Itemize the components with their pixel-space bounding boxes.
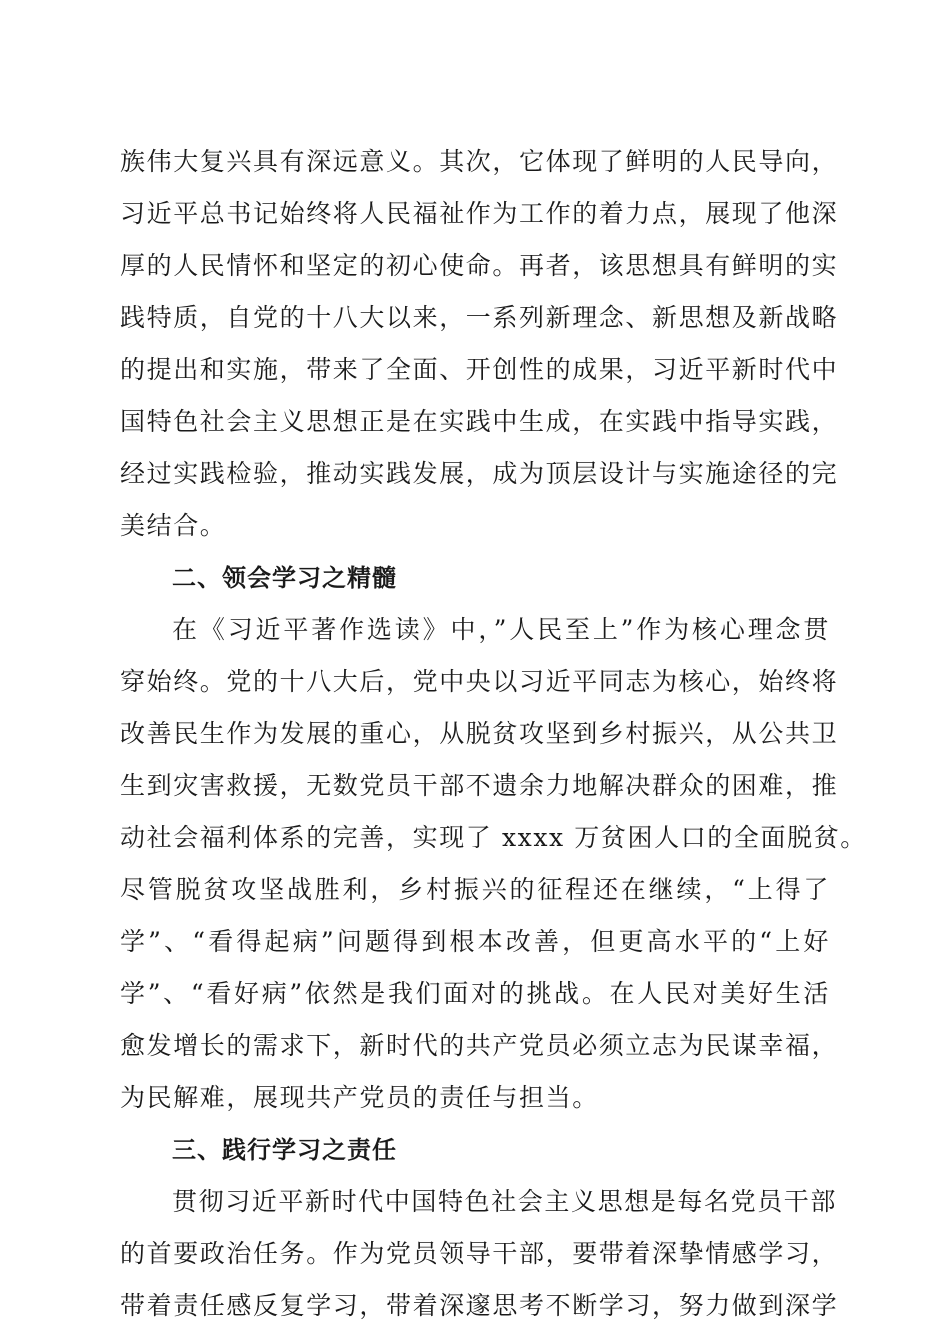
text-line: 生到灾害救援，无数党员干部不遗余力地解决群众的困难，推: [120, 771, 839, 800]
text-line: 美结合。: [120, 511, 227, 540]
text-line: 为民解难，展现共产党员的责任与担当。: [120, 1083, 599, 1112]
text-line: 的首要政治任务。作为党员领导干部，要带着深挚情感学习，: [120, 1239, 839, 1268]
section-heading: 三、践行学习之责任: [172, 1136, 397, 1164]
section-heading: 二、领会学习之精髓: [172, 564, 397, 592]
text-line: 贯彻习近平新时代中国特色社会主义思想是每名党员干部: [172, 1187, 838, 1216]
text-line: 的提出和实施，带来了全面、开创性的成果，习近平新时代中: [120, 355, 839, 384]
text-line: 动社会福利体系的完善，实现了 xxxx 万贫困人口的全面脱贫。: [120, 823, 867, 852]
text-line: 学”、“看好病”依然是我们面对的挑战。在人民对美好生活: [120, 979, 830, 1008]
document-body: [120, 136, 867, 1332]
text-line: 带着责任感反复学习，带着深邃思考不断学习，努力做到深学: [120, 1291, 839, 1320]
text-line: 愈发增长的需求下，新时代的共产党员必须立志为民谋幸福，: [120, 1031, 839, 1060]
text-line: 厚的人民情怀和坚定的初心使命。再者，该思想具有鲜明的实: [120, 251, 839, 280]
paragraph-continuation: [120, 136, 839, 552]
text-line: 尽管脱贫攻坚战胜利，乡村振兴的征程还在继续，“上得了: [120, 875, 830, 904]
text-line: 经过实践检验，推动实践发展，成为顶层设计与实施途径的完: [120, 459, 839, 488]
text-line: 改善民生作为发展的重心，从脱贫攻坚到乡村振兴，从公共卫: [120, 719, 839, 748]
text-line: 在《习近平著作选读》中，”人民至上”作为核心理念贯: [172, 615, 830, 644]
paragraph: [120, 1176, 839, 1332]
text-line: 族伟大复兴具有深远意义。其次，它体现了鲜明的人民导向，: [120, 147, 839, 176]
text-line: 国特色社会主义思想正是在实践中生成，在实践中指导实践，: [120, 407, 839, 436]
text-line: 学”、“看得起病”问题得到根本改善，但更高水平的“上好: [120, 927, 830, 956]
text-line: 穿始终。党的十八大后，党中央以习近平同志为核心，始终将: [120, 667, 839, 696]
text-line: 习近平总书记始终将人民福祉作为工作的着力点，展现了他深: [120, 199, 839, 228]
text-line: 践特质，自党的十八大以来，一系列新理念、新思想及新战略: [120, 303, 839, 332]
paragraph: [120, 604, 867, 1124]
